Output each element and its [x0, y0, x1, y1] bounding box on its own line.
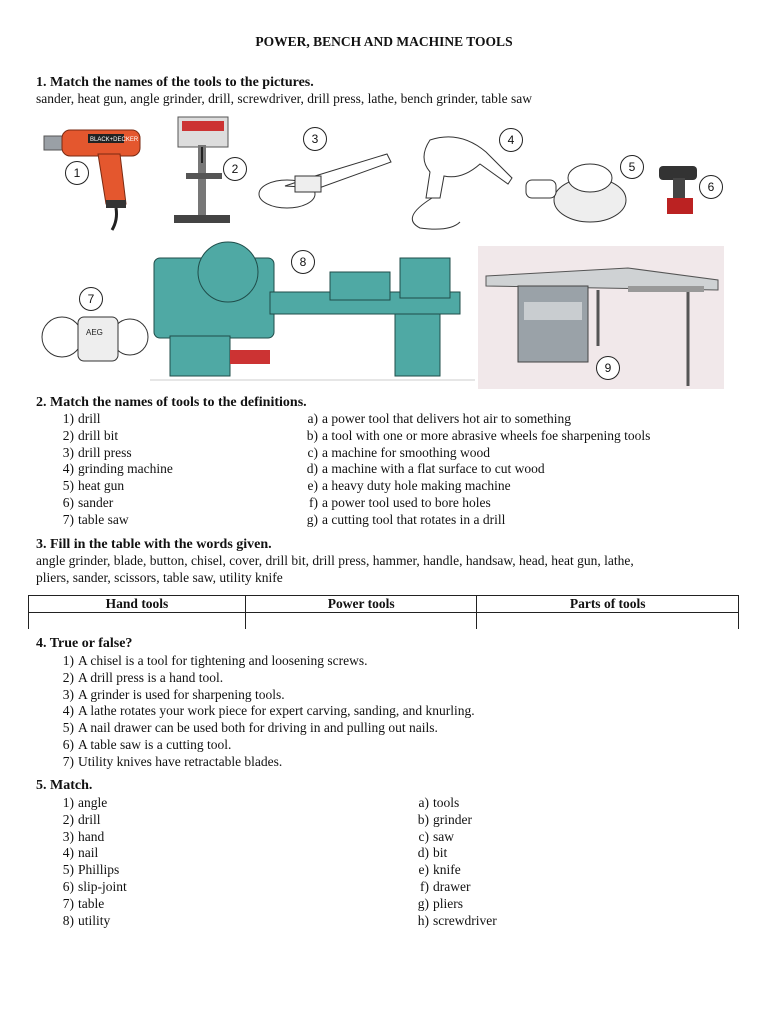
brand-logo: AEG: [86, 328, 103, 337]
statement-item: 1) A chisel is a tool for tightening and loosening screws.: [62, 653, 368, 668]
picture-label-4: 4: [499, 128, 523, 152]
brand-logo: BLACK+DECKER: [90, 137, 139, 143]
sander-picture: [520, 150, 630, 235]
term-item: 2) drill bit: [62, 427, 119, 443]
match-right-item: f) drawer: [420, 878, 471, 894]
statement-item: 5) A nail drawer can be used both for driving in and pulling out nails.: [62, 720, 438, 736]
match-left-item: 8) utility: [62, 912, 111, 928]
picture-label-5: 5: [620, 155, 644, 179]
term-item: 1) drill: [62, 411, 101, 426]
match-left-item: 4) nail: [62, 845, 99, 861]
statement-item: 6) A table saw is a cutting tool.: [62, 736, 232, 752]
match-right-item: h) screwdriver: [417, 912, 497, 928]
section-4-heading: 4. True or false?: [36, 636, 133, 651]
word-sort-table: [28, 595, 739, 629]
term-item: 5) heat gun: [62, 478, 125, 494]
definition-item: b) a tool with one or more abrasive wheels foe sharpening tools: [306, 427, 651, 443]
match-right-list: [407, 795, 497, 929]
statement-item: 3) A grinder is used for sharpening tools.: [62, 686, 285, 702]
section-3-word-list-line-2: pliers, sander, scissors, table saw, utility knife: [36, 570, 283, 585]
match-left-item: 5) Phillips: [62, 862, 120, 878]
term-item: 7) table saw: [62, 511, 129, 527]
answer-cell-parts-of-tools[interactable]: [477, 613, 739, 630]
section-1-word-list: sander, heat gun, angle grinder, drill, screwdriver, drill press, lathe, bench grinder, table saw: [36, 91, 533, 106]
section-3-word-list-line-1: angle grinder, blade, button, chisel, cover, drill bit, drill press, hammer, handle, handsaw, head, heat gun, lathe,: [36, 553, 634, 568]
definition-item: d) a machine with a flat surface to cut wood: [306, 461, 545, 477]
term-item: 4) grinding machine: [62, 461, 173, 477]
match-right-item: b) grinder: [417, 811, 472, 827]
term-list: [52, 411, 173, 529]
match-right-item: a) tools: [418, 795, 460, 810]
definition-item: g) a cutting tool that rotates in a drill: [306, 511, 506, 527]
cordless-drill-picture: [655, 160, 705, 218]
column-header-hand-tools: Hand tools: [29, 596, 246, 613]
angle-grinder-picture: [255, 140, 395, 220]
picture-label-8: 8: [291, 250, 315, 274]
heat-gun-picture: [40, 120, 150, 232]
match-left-list: [52, 795, 127, 929]
match-right-item: g) pliers: [417, 895, 463, 911]
match-right-item: d) bit: [417, 845, 448, 861]
term-item: 6) sander: [62, 494, 114, 510]
section-5-heading: 5. Match.: [36, 778, 93, 793]
answer-cell-power-tools[interactable]: [246, 613, 477, 630]
picture-label-9: 9: [596, 356, 620, 380]
match-right-item: e) knife: [418, 862, 461, 878]
page-title: POWER, BENCH AND MACHINE TOOLS: [255, 34, 513, 49]
match-left-item: 1) angle: [62, 795, 108, 810]
column-header-power-tools: Power tools: [246, 596, 477, 613]
statement-item: 2) A drill press is a hand tool.: [62, 669, 224, 685]
section-3-heading: 3. Fill in the table with the words given.: [36, 537, 272, 552]
statement-item: 4) A lathe rotates your work piece for expert carving, sanding, and knurling.: [62, 703, 475, 719]
picture-label-7: 7: [79, 287, 103, 311]
term-item: 3) drill press: [62, 444, 132, 460]
column-header-parts-of-tools: Parts of tools: [477, 596, 739, 613]
match-left-item: 7) table: [62, 895, 105, 911]
definition-list: [296, 411, 650, 529]
match-left-item: 3) hand: [62, 828, 105, 844]
picture-label-3: 3: [303, 127, 327, 151]
section-1-heading: 1. Match the names of the tools to the pictures.: [36, 75, 314, 90]
definition-item: f) a power tool used to bore holes: [309, 494, 491, 510]
statement-item: 7) Utility knives have retractable blades.: [62, 753, 283, 769]
section-2-heading: 2. Match the names of tools to the definitions.: [36, 395, 307, 410]
definition-item: a) a power tool that delivers hot air to something: [307, 411, 571, 426]
definition-item: e) a heavy duty hole making machine: [307, 478, 511, 494]
true-false-list: [52, 653, 475, 771]
picture-label-1: 1: [65, 161, 89, 185]
match-right-item: c) saw: [418, 828, 454, 844]
answer-cell-hand-tools[interactable]: [29, 613, 246, 630]
match-left-item: 6) slip-joint: [62, 878, 127, 894]
picture-label-6: 6: [699, 175, 723, 199]
match-left-item: 2) drill: [62, 811, 101, 827]
definition-item: c) a machine for smoothing wood: [307, 444, 490, 460]
picture-label-2: 2: [223, 157, 247, 181]
